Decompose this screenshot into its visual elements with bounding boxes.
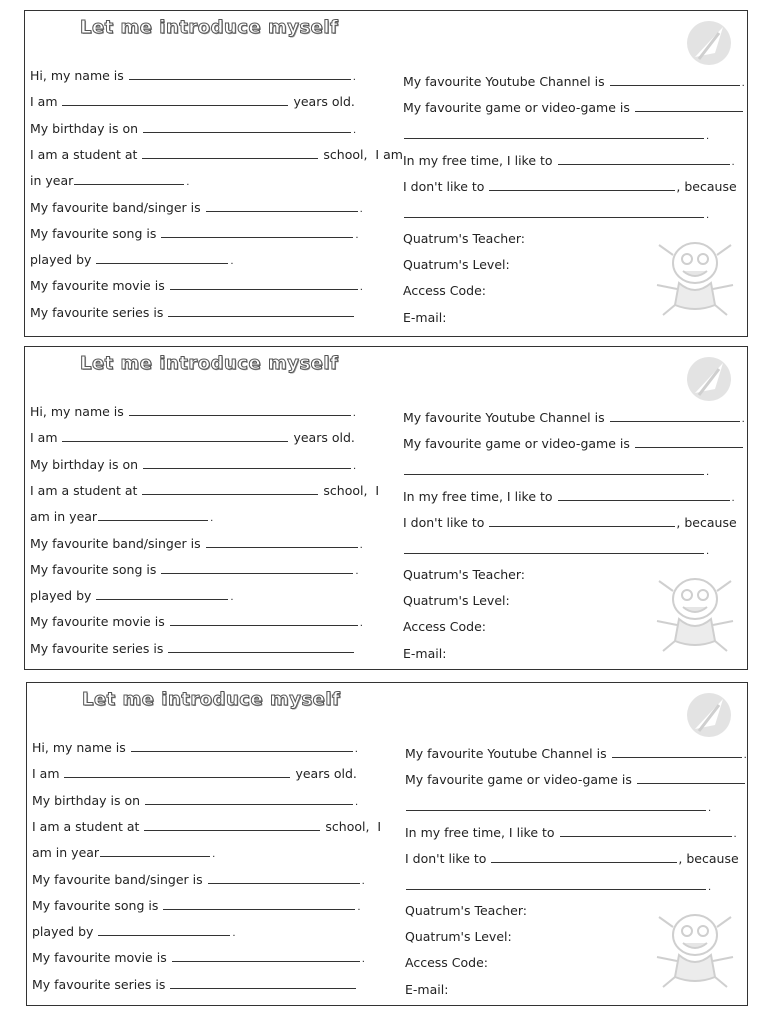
line-end: . [357,901,361,913]
right-form-row [403,619,486,634]
access-code-label: Access Code: [405,955,488,971]
line-end: . [733,828,737,840]
right-form-row [405,745,747,761]
left-form-row [30,535,363,551]
right-form-row [403,99,744,115]
name-label: Hi, my name is [30,404,124,419]
line-end: . [706,545,710,557]
right-form-row [403,178,737,194]
song-label: My favourite song is [32,897,159,913]
right-form-row [405,824,737,840]
line-end: . [359,618,363,630]
line-end: . [232,928,236,940]
left-form-row [32,792,358,808]
left-form-row [30,508,213,524]
age-suffix: years old. [293,430,355,446]
line-end: . [731,492,735,504]
line-end: . [230,592,234,604]
youtube-label: My favourite Youtube Channel is [403,410,605,425]
line-end: . [354,744,358,755]
right-form-row [403,283,486,298]
teacher-label: Quatrum's Teacher: [403,230,525,246]
left-form-row [30,146,403,162]
email-label: E-mail: [405,981,449,997]
card-title: Let me introduce myself [80,17,339,38]
right-form-row [403,567,525,582]
line-end: . [741,414,745,425]
song-label: My favourite song is [30,225,157,241]
right-form-row [403,310,446,325]
song-label: My favourite song is [30,561,157,577]
left-form-row [32,923,236,939]
right-form-row [405,877,711,893]
series-label: My favourite series is [30,640,164,656]
line-end: . [230,256,234,268]
quatrum-logo-icon [685,691,733,739]
right-form-row [403,231,525,246]
right-form-row [403,593,510,608]
left-form-row [30,199,363,215]
left-form-row [32,976,357,992]
line-end: . [706,130,710,142]
line-end: . [743,750,747,761]
left-form-row [30,429,355,445]
school-word: school, [323,482,368,498]
left-form-row [30,587,234,603]
line-end: . [355,796,359,808]
band-label: My favourite band/singer is [30,199,201,215]
age-label: I am [30,94,58,110]
right-form-row [403,462,709,478]
line-end: . [355,229,359,241]
name-label: Hi, my name is [32,740,126,755]
movie-label: My favourite movie is [32,950,167,966]
right-form-row [403,257,510,272]
left-form-row [30,277,363,293]
email-label: E-mail: [403,309,447,325]
left-form-row [32,897,361,913]
line-end: . [361,954,365,966]
left-form-row: I am a student at school, I [32,818,382,834]
year-label: am in year [32,845,100,861]
line-end: . [353,460,357,472]
right-form-row [405,955,488,970]
student-label: I am a student at [30,146,138,162]
free-time-label: In my free time, I like to [403,488,553,504]
free-time-label: In my free time, I like to [405,824,555,840]
email-label: E-mail: [403,645,447,661]
line-end: . [708,802,712,814]
right-form-row [403,73,745,89]
left-form-row [30,93,355,109]
left-form-row: I am a student at school, I [30,482,380,498]
name-label: Hi, my name is [30,68,124,83]
line-end: . [706,209,710,221]
birthday-label: My birthday is on [30,120,139,136]
line-end: . [359,203,363,215]
youtube-label: My favourite Youtube Channel is [403,74,605,89]
level-label: Quatrum's Level: [403,257,510,273]
played-by-label: played by [30,588,92,604]
left-form-row [32,871,365,887]
teacher-label: Quatrum's Teacher: [403,566,525,582]
student-label: I am a student at [30,482,138,498]
line-end: . [352,408,356,419]
line-end: . [212,849,216,861]
right-form-row [403,514,737,530]
left-form-row [30,403,356,419]
intro-card [24,346,748,670]
birthday-label: My birthday is on [30,456,139,472]
intro-card [26,682,748,1006]
line-end: . [353,124,357,136]
left-form-row [30,613,363,629]
line-end: . [352,72,356,83]
line-end: . [361,875,365,887]
left-form-row [30,172,189,188]
level-label: Quatrum's Level: [403,593,510,609]
band-label: My favourite band/singer is [30,535,201,551]
youtube-label: My favourite Youtube Channel is [405,746,607,761]
level-label: Quatrum's Level: [405,929,512,945]
dont-like-label: I don't like to [403,179,485,195]
card-title: Let me introduce myself [80,353,339,374]
line-end: . [741,78,745,89]
dont-like-label: I don't like to [405,851,487,867]
intro-card [24,10,748,337]
game-label: My favourite game or video-game is [405,772,632,788]
right-form-row [403,126,709,142]
line-end: . [359,539,363,551]
card-title: Let me introduce myself [82,689,341,710]
age-label: I am [30,430,58,446]
left-form-row [32,765,357,781]
line-end: . [359,282,363,294]
school-word: school, [323,146,368,162]
right-form-row [403,646,446,661]
left-form-row [32,949,365,965]
quatrum-logo-icon [685,355,733,403]
right-form-row [403,488,735,504]
teacher-label: Quatrum's Teacher: [405,902,527,918]
right-form-row [403,541,709,557]
played-by-label: played by [30,252,92,268]
left-form-row [32,739,358,755]
left-form-row [30,225,359,241]
series-label: My favourite series is [32,976,166,992]
right-form-row [405,798,711,814]
line-end: . [731,156,735,168]
game-label: My favourite game or video-game is [403,100,630,116]
free-time-label: In my free time, I like to [403,152,553,168]
game-label: My favourite game or video-game is [403,436,630,452]
left-form-row [30,640,355,656]
mascot-icon [653,233,737,319]
year-label: in year [30,173,74,189]
line-end: . [708,881,712,893]
movie-label: My favourite movie is [30,278,165,294]
line-end: . [706,466,710,478]
series-label: My favourite series is [30,304,164,320]
birthday-label: My birthday is on [32,792,141,808]
left-form-row [30,304,355,320]
because-label: , because [676,515,737,531]
right-form-row [405,771,746,787]
age-suffix: years old. [293,94,355,110]
right-form-row [405,903,527,918]
played-by-label: played by [32,924,94,940]
age-label: I am [32,766,60,782]
because-label: , because [676,179,737,195]
student-label: I am a student at [32,818,140,834]
left-form-row [30,561,359,577]
i-am-word: I am [375,146,403,162]
left-form-row [30,251,234,267]
movie-label: My favourite movie is [30,614,165,630]
age-suffix: years old. [295,766,357,782]
left-form-row [30,67,356,83]
line-end: . [210,513,214,525]
mascot-icon [653,569,737,655]
right-form-row [405,929,512,944]
right-form-row [403,435,744,451]
line-end: . [355,565,359,577]
quatrum-logo-icon [685,19,733,67]
line-end: . [186,177,190,189]
right-form-row [403,152,735,168]
right-form-row [403,205,709,221]
because-label: , because [678,851,739,867]
right-form-row [403,409,745,425]
access-code-label: Access Code: [403,619,486,635]
access-code-label: Access Code: [403,283,486,299]
left-form-row [30,120,356,136]
year-label: am in year [30,509,98,525]
band-label: My favourite band/singer is [32,871,203,887]
left-form-row [30,456,356,472]
right-form-row [405,982,448,997]
mascot-icon [653,905,737,991]
right-form-row [405,850,739,866]
dont-like-label: I don't like to [403,515,485,531]
left-form-row [32,844,215,860]
school-word: school, [325,818,370,834]
